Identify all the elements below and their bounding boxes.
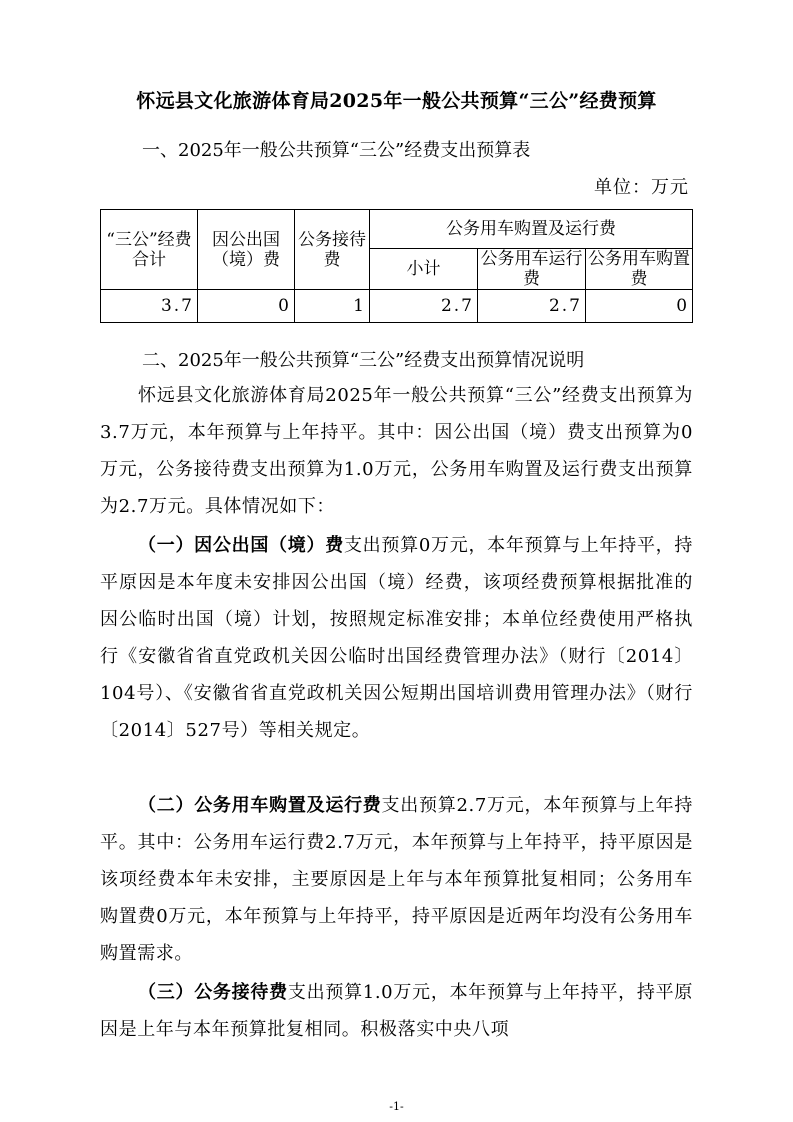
header-vehicle-purchase: 公务用车购置费	[586, 249, 693, 290]
value-abroad: 0	[198, 290, 295, 323]
item-1-heading: （一）因公出国（境）费	[138, 535, 344, 556]
header-total: “三公”经费合计	[101, 210, 198, 290]
header-vehicle-running: 公务用车运行费	[478, 249, 586, 290]
header-reception: 公务接待费	[295, 210, 370, 290]
section-1-title: 一、2025年一般公共预算“三公”经费支出预算表	[142, 140, 531, 161]
value-vehicle-running: 2.7	[478, 290, 586, 323]
value-subtotal: 2.7	[370, 290, 478, 323]
table-row	[101, 290, 693, 323]
value-reception: 1	[295, 290, 370, 323]
item-1-paragraph	[100, 527, 693, 749]
header-abroad: 因公出国（境）费	[198, 210, 295, 290]
item-3-body: 支出预算1.0万元，本年预算与上年持平，持平原因是上年与本年预算批复相同。积极落实中央八项	[100, 982, 693, 1040]
intro-paragraph: 怀远县文化旅游体育局2025年一般公共预算“三公”经费支出预算为3.7万元，本年预算与上年持平。其中：因公出国（境）费支出预算为0万元，公务接待费支出预算为1.0万元，公务用车购置及运行费支出预算为2.7万元。具体情况如下：	[100, 385, 693, 517]
item-2-paragraph	[100, 787, 693, 972]
document-title: 怀远县文化旅游体育局2025年一般公共预算“三公”经费预算	[136, 90, 657, 112]
item-3-heading: （三）公务接待费	[138, 982, 288, 1003]
item-2-heading: （二）公务用车购置及运行费	[138, 795, 382, 816]
table-header-row-1	[101, 210, 693, 249]
value-vehicle-purchase: 0	[586, 290, 693, 323]
header-vehicle-group: 公务用车购置及运行费	[370, 210, 693, 249]
item-1-body: 支出预算0万元，本年预算与上年持平，持平原因是本年度未安排因公出国（境）经费，该项经费预算根据批准的因公临时出国（境）计划，按照规定标准安排；本单位经费使用严格执行《安徽省省直党政机关因公临时出国经费管理办法》（财行〔2014〕104号）、《安徽省省直党政机关因公短期出国培训费用管理办法》（财行〔2014〕527号）等相关规定。	[100, 535, 693, 741]
header-subtotal: 小计	[370, 249, 478, 290]
section-2-title: 二、2025年一般公共预算“三公”经费支出预算情况说明	[142, 350, 585, 371]
item-3-paragraph	[100, 974, 693, 1048]
unit-label: 单位：万元	[594, 177, 689, 198]
budget-table	[100, 209, 693, 323]
page-number: -1-	[389, 1100, 404, 1113]
value-total: 3.7	[101, 290, 198, 323]
item-2-body: 支出预算2.7万元，本年预算与上年持平。其中：公务用车运行费2.7万元，本年预算与上年持平，持平原因是该项经费本年未安排，主要原因是上年与本年预算批复相同；公务用车购置费0万元，本年预算与上年持平，持平原因是近两年均没有公务用车购置需求。	[100, 795, 693, 964]
